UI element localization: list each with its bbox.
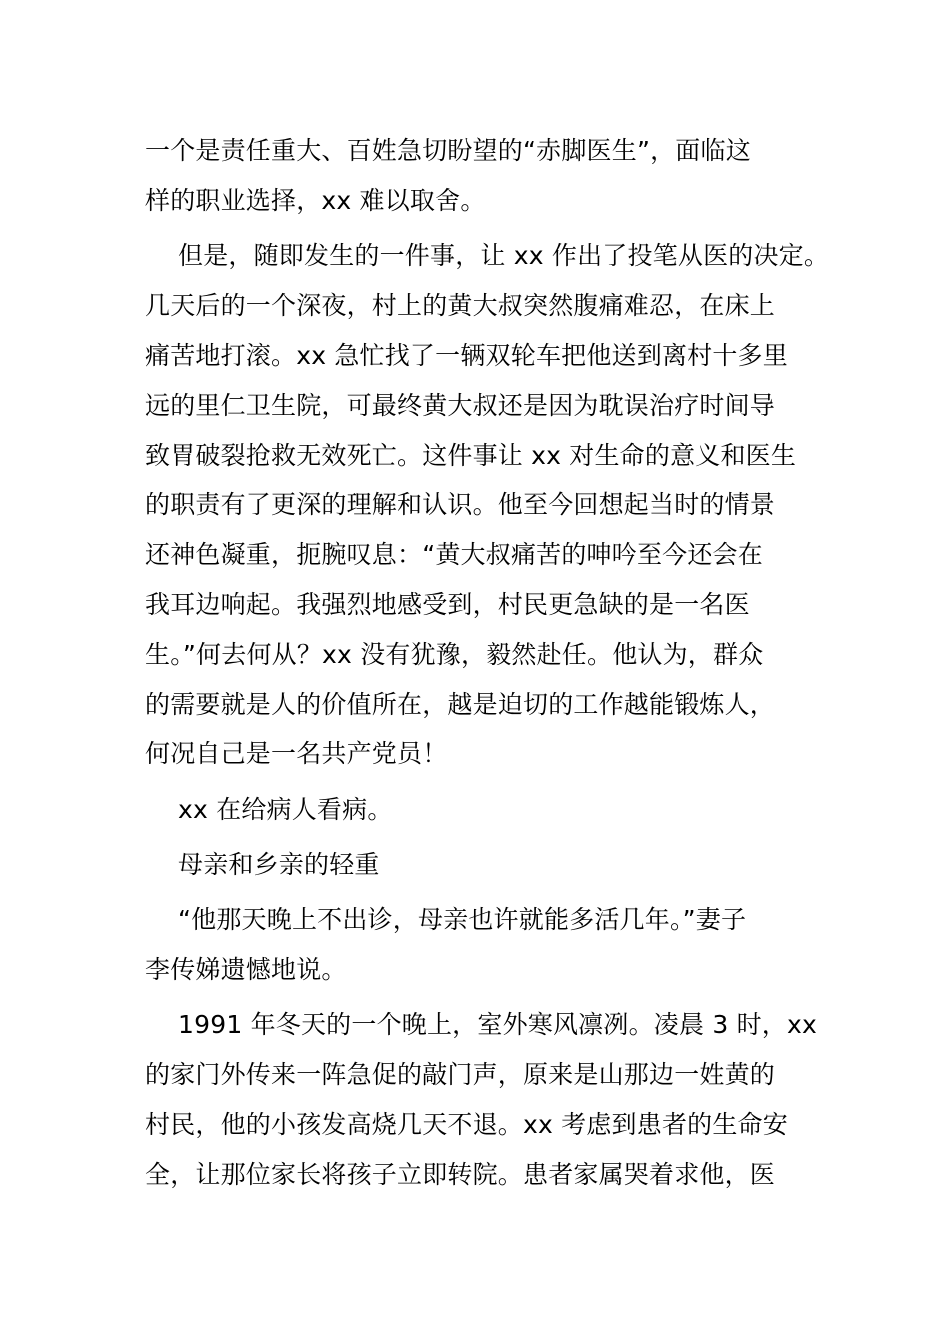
text-line: 但是，随即发生的一件事，让 xx 作出了投笔从医的决定。 (178, 241, 830, 270)
text-line: 几天后的一个深夜，村上的黄大叔突然腹痛难忍，在床上 (145, 291, 776, 320)
text-line: 致胃破裂抢救无效死亡。这件事让 xx 对生命的意义和医生 (145, 441, 797, 470)
section-heading: 母亲和乡亲的轻重 (178, 850, 380, 879)
text-line: 全，让那位家长将孩子立即转院。患者家属哭着求他，医 (145, 1160, 776, 1189)
text-line: 还神色凝重，扼腕叹息：“黄大叔痛苦的呻吟至今还会在 (145, 540, 763, 569)
text-line: 一个是责任重大、百姓急切盼望的“赤脚医生”，面临这 (145, 136, 751, 165)
text-line: 远的里仁卫生院，可最终黄大叔还是因为耽误治疗时间导 (145, 391, 776, 420)
text-line: 样的职业选择，xx 难以取舍。 (145, 186, 486, 215)
text-line: 何况自己是一名共产党员！ (145, 739, 448, 768)
text-line: 痛苦地打滚。xx 急忙找了一辆双轮车把他送到离村十多里 (145, 341, 788, 370)
text-line: 的需要就是人的价值所在，越是迫切的工作越能锻炼人， (145, 690, 776, 719)
text-line: 生。”何去何从？xx 没有犹豫，毅然赴任。他认为，群众 (145, 640, 764, 669)
text-line: 我耳边响起。我强烈地感受到，村民更急缺的是一名医 (145, 590, 750, 619)
text-line: 李传娣遗憾地说。 (145, 955, 347, 984)
text-line: 的职责有了更深的理解和认识。他至今回想起当时的情景 (145, 490, 776, 519)
text-line: 1991 年冬天的一个晚上，室外寒风凛冽。凌晨 3 时，xx (178, 1010, 817, 1039)
text-line: xx 在给病人看病。 (178, 795, 393, 824)
text-line: 的家门外传来一阵急促的敲门声，原来是山那边一姓黄的 (145, 1060, 776, 1089)
text-line: “他那天晚上不出诊，母亲也许就能多活几年。”妻子 (178, 905, 747, 934)
text-line: 村民，他的小孩发高烧几天不退。xx 考虑到患者的生命安 (145, 1110, 788, 1139)
